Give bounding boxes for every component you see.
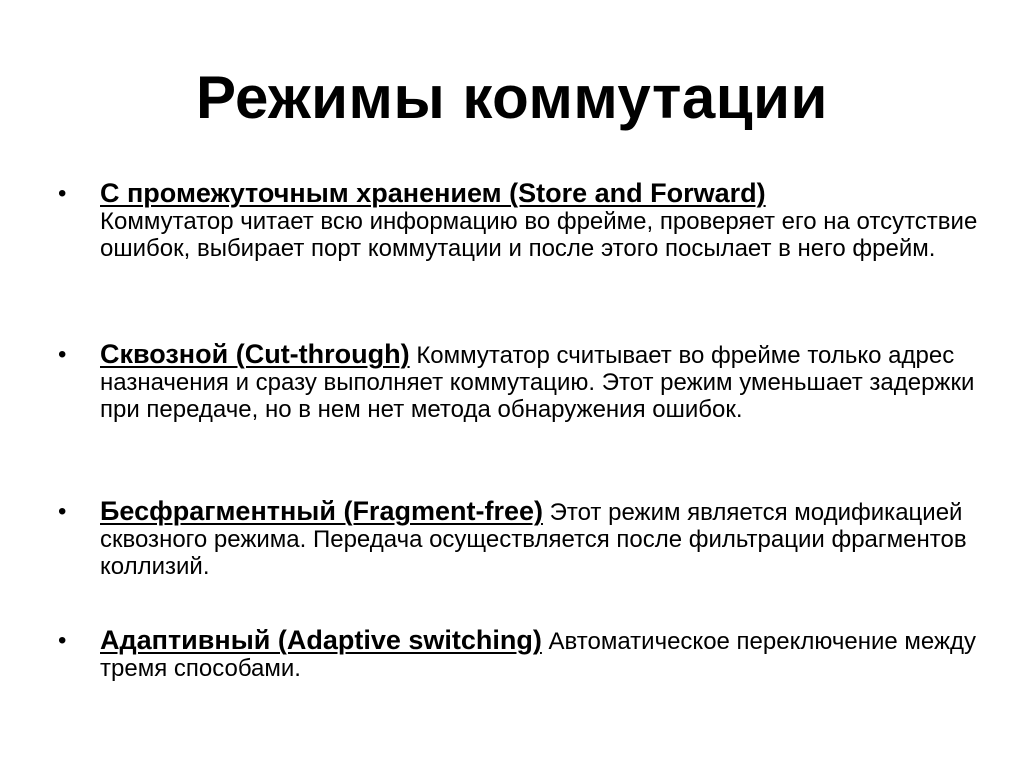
bullet-item-cut-through — [58, 341, 1000, 423]
bullet-description: Автоматическое переключение между тремя способами. — [100, 628, 976, 682]
slide-title: Режимы коммутации — [196, 64, 828, 131]
bullet-description: Коммутатор читает всю информацию во фрейме, проверяет его на отсутствие ошибок, выбирает порт коммутации и после этого посылает в него фрейм. — [100, 208, 978, 262]
bullet-term: Сквозной (Cut-through) — [100, 339, 410, 369]
bullet-term: Бесфрагментный (Fragment-free) — [100, 496, 543, 526]
bullet-item-adaptive-switching — [58, 627, 1000, 682]
bullet-item-fragment-free — [58, 498, 1000, 580]
bullet-term: Адаптивный (Adaptive switching) — [100, 625, 542, 655]
bullet-item-store-and-forward — [58, 180, 1000, 262]
bullet-term: С промежуточным хранением (Store and Forward) — [100, 178, 766, 208]
bullet-marker: • — [58, 341, 67, 368]
bullet-marker: • — [58, 627, 67, 654]
bullet-description: Этот режим является модификацией сквозного режима. Передача осуществляется после фильтрации фрагментов коллизий. — [100, 499, 967, 580]
bullet-description: Коммутатор считывает во фрейме только адрес назначения и сразу выполняет коммутацию. Этот режим уменьшает задержки при передаче, но в нем нет метода обнаружения ошибок. — [100, 342, 975, 423]
bullet-marker: • — [58, 180, 67, 207]
bullet-marker: • — [58, 498, 67, 525]
